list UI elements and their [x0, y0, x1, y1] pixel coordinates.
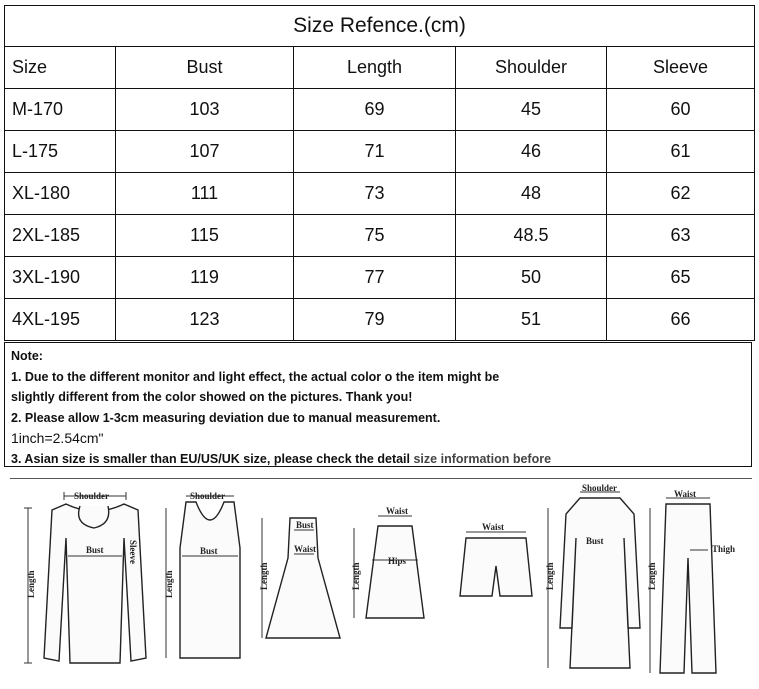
cell-sleeve: 62	[607, 173, 755, 215]
table-row	[5, 89, 755, 131]
label-bust-coat: Bust	[586, 536, 604, 546]
label-bust-dress: Bust	[296, 520, 314, 530]
note-line-2: slightly different from the color showed on the pictures. Thank you!	[11, 390, 413, 404]
label-bust-vest: Bust	[200, 546, 218, 556]
table-title-row	[5, 6, 755, 47]
note-line-3: 2. Please allow 1-3cm measuring deviation due to manual measurement.	[11, 410, 441, 425]
note-inch-conversion: 1inch=2.54cm"	[11, 430, 104, 446]
cell-bust: 119	[116, 257, 294, 299]
table-header-row	[5, 47, 755, 89]
note-line-1: 1. Due to the different monitor and light effect, the actual color o the item might be	[11, 369, 500, 384]
cell-length: 73	[294, 173, 456, 215]
cell-length: 77	[294, 257, 456, 299]
table-row	[5, 131, 755, 173]
label-shoulder: Shoulder	[74, 491, 110, 501]
label-thigh-pants: Thigh	[712, 544, 736, 554]
label-length-coat: Length	[545, 562, 555, 590]
note-line-5-end: information before	[437, 451, 552, 466]
label-length-pants: Length	[647, 562, 657, 590]
label-waist-dress: Waist	[294, 544, 317, 554]
cell-shoulder: 46	[456, 131, 607, 173]
label-bust: Bust	[86, 545, 104, 555]
cell-sleeve: 63	[607, 215, 755, 257]
note-heading: Note:	[11, 349, 43, 363]
label-waist-shorts: Waist	[482, 522, 505, 532]
table-title: Size Refence.(cm)	[5, 6, 755, 47]
dress-diagram	[259, 518, 340, 638]
cell-shoulder: 50	[456, 257, 607, 299]
cell-shoulder: 48	[456, 173, 607, 215]
label-hips-skirt: Hips	[388, 556, 407, 566]
note-line-5	[11, 449, 751, 470]
cell-size: M-170	[5, 89, 116, 131]
size-table	[4, 5, 755, 341]
header-sleeve: Sleeve	[607, 47, 755, 89]
label-sleeve: Sleeve	[128, 540, 138, 564]
shorts-diagram	[460, 522, 532, 596]
header-bust: Bust	[116, 47, 294, 89]
cell-size: L-175	[5, 131, 116, 173]
cell-shoulder: 48.5	[456, 215, 607, 257]
cell-shoulder: 45	[456, 89, 607, 131]
cell-bust: 111	[116, 173, 294, 215]
coat-diagram	[545, 483, 640, 668]
cell-size: 4XL-195	[5, 299, 116, 341]
label-shoulder-vest: Shoulder	[190, 491, 226, 501]
table-row	[5, 173, 755, 215]
note-line-5-main: 3. Asian size is smaller than EU/US/UK size, please check the detail	[11, 451, 414, 466]
table-row	[5, 257, 755, 299]
cell-sleeve: 60	[607, 89, 755, 131]
cell-size: 2XL-185	[5, 215, 116, 257]
note-line-5-size: size	[413, 451, 438, 466]
header-shoulder: Shoulder	[456, 47, 607, 89]
cell-bust: 123	[116, 299, 294, 341]
label-length: Length	[26, 570, 36, 598]
table-row	[5, 299, 755, 341]
label-length-dress: Length	[259, 562, 269, 590]
cell-length: 79	[294, 299, 456, 341]
cell-sleeve: 66	[607, 299, 755, 341]
measurement-diagrams	[4, 478, 756, 684]
notes-box	[4, 342, 752, 467]
vest-diagram	[164, 491, 240, 658]
pants-diagram	[647, 489, 735, 673]
cell-shoulder: 51	[456, 299, 607, 341]
label-waist-skirt: Waist	[386, 506, 409, 516]
cell-size: XL-180	[5, 173, 116, 215]
cell-length: 71	[294, 131, 456, 173]
header-size: Size	[5, 47, 116, 89]
blouse-diagram	[24, 491, 146, 663]
cell-size: 3XL-190	[5, 257, 116, 299]
cell-bust: 115	[116, 215, 294, 257]
label-waist-pants: Waist	[674, 489, 697, 499]
label-length-vest: Length	[164, 570, 174, 598]
skirt-diagram	[351, 506, 424, 618]
header-length: Length	[294, 47, 456, 89]
cell-sleeve: 61	[607, 131, 755, 173]
cell-bust: 107	[116, 131, 294, 173]
cell-length: 75	[294, 215, 456, 257]
garment-illustrations	[4, 478, 756, 684]
label-shoulder-coat: Shoulder	[582, 483, 618, 493]
cell-length: 69	[294, 89, 456, 131]
cell-bust: 103	[116, 89, 294, 131]
cell-sleeve: 65	[607, 257, 755, 299]
label-length-skirt: Length	[351, 562, 361, 590]
table-row	[5, 215, 755, 257]
